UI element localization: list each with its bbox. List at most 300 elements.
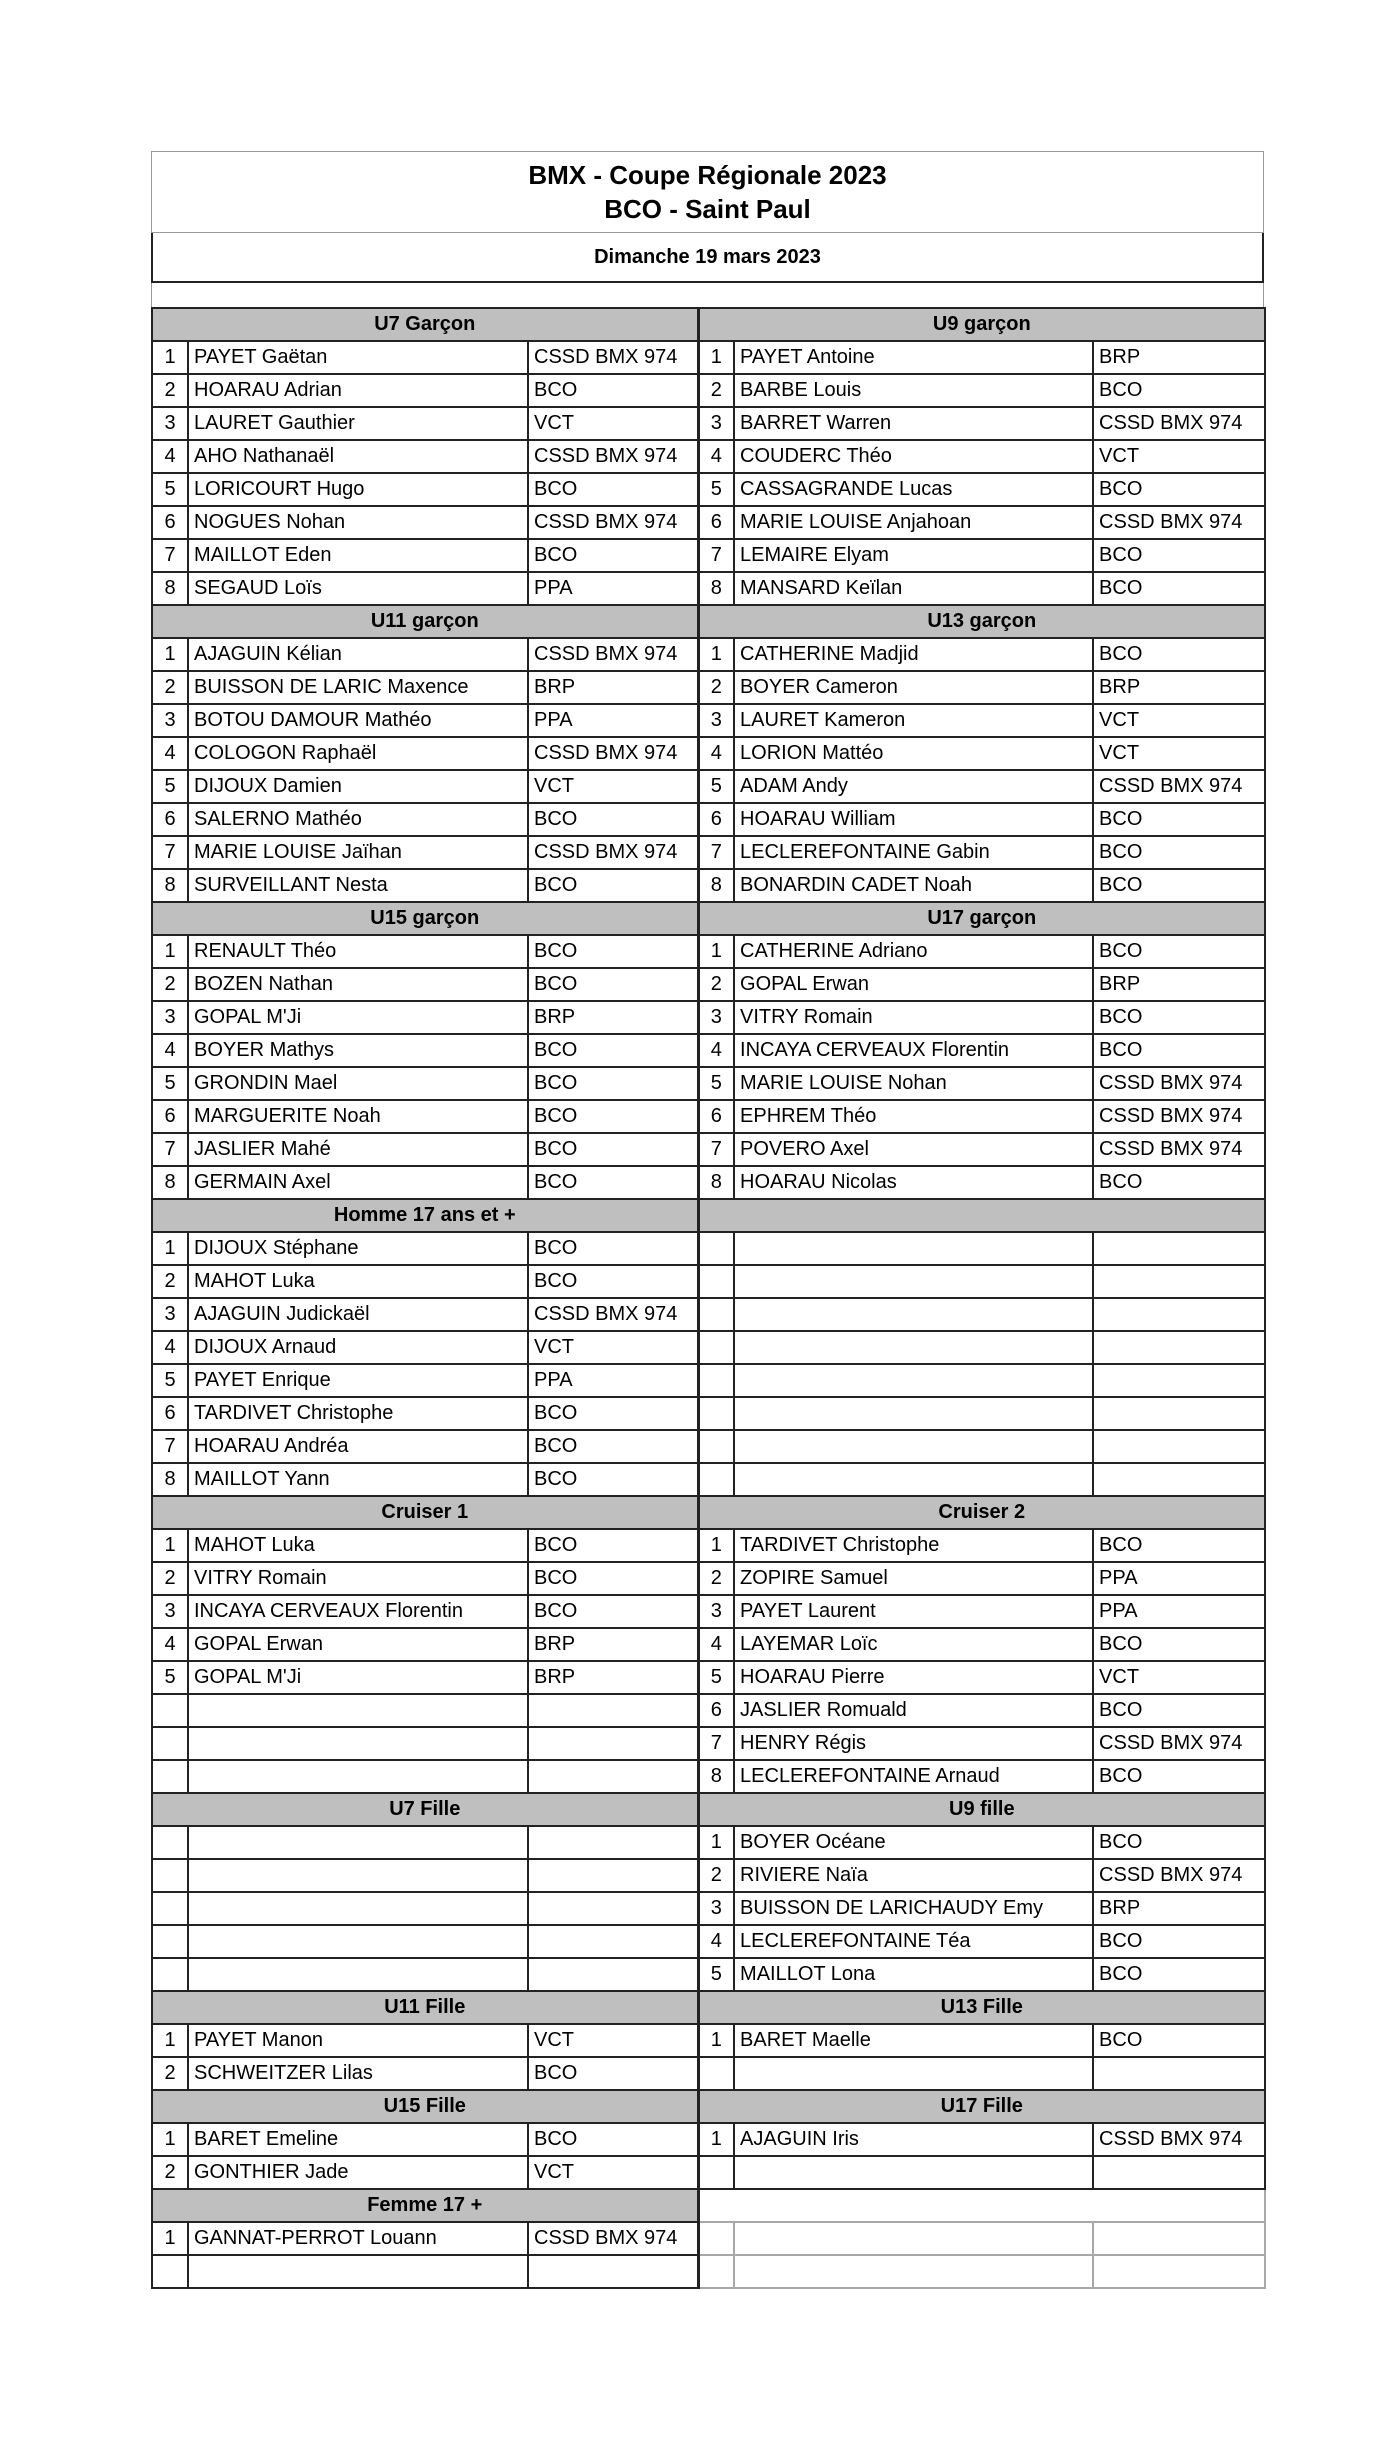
rider-name-left: SCHWEITZER Lilas	[188, 2057, 528, 2090]
rider-rank-right: 5	[698, 1958, 734, 1991]
rider-club-right: BCO	[1093, 869, 1265, 902]
rider-row	[152, 1397, 1265, 1430]
rider-club-left: CSSD BMX 974	[528, 836, 698, 869]
rider-rank-left: 3	[152, 1595, 188, 1628]
rider-club-left: BCO	[528, 869, 698, 902]
rider-club-left: BRP	[528, 1001, 698, 1034]
rider-rank-left: 6	[152, 1397, 188, 1430]
rider-rank-right: 2	[698, 1859, 734, 1892]
rider-club-right: BCO	[1093, 374, 1265, 407]
rider-rank-left	[152, 1694, 188, 1727]
rider-rank-left	[152, 1826, 188, 1859]
category-header-row	[152, 1991, 1265, 2024]
rider-club-left: CSSD BMX 974	[528, 2222, 698, 2255]
rider-club-left: CSSD BMX 974	[528, 440, 698, 473]
rider-rank-left: 8	[152, 1166, 188, 1199]
rider-name-left: BOZEN Nathan	[188, 968, 528, 1001]
category-header-row	[152, 1793, 1265, 1826]
rider-row	[152, 440, 1265, 473]
rider-row	[152, 1694, 1265, 1727]
rider-name-left: RENAULT Théo	[188, 935, 528, 968]
rider-name-right: GOPAL Erwan	[734, 968, 1093, 1001]
category-header-row	[152, 2090, 1265, 2123]
rider-rank-right	[698, 2057, 734, 2090]
rider-club-right: PPA	[1093, 1562, 1265, 1595]
rider-club-left: BRP	[528, 1628, 698, 1661]
rider-club-right: BCO	[1093, 473, 1265, 506]
rider-club-right: BCO	[1093, 1694, 1265, 1727]
rider-name-right	[734, 1463, 1093, 1496]
rider-name-left: DIJOUX Damien	[188, 770, 528, 803]
rider-club-right	[1093, 2255, 1265, 2288]
rider-rank-right: 1	[698, 1826, 734, 1859]
rider-row	[152, 2057, 1265, 2090]
rider-name-right: CASSAGRANDE Lucas	[734, 473, 1093, 506]
rider-name-left: GOPAL Erwan	[188, 1628, 528, 1661]
rider-row	[152, 1364, 1265, 1397]
rider-name-left: SEGAUD Loïs	[188, 572, 528, 605]
rider-club-right: BCO	[1093, 638, 1265, 671]
rider-club-right: VCT	[1093, 1661, 1265, 1694]
rider-row	[152, 1562, 1265, 1595]
rider-name-right: PAYET Antoine	[734, 341, 1093, 374]
rider-row	[152, 1760, 1265, 1793]
rider-row	[152, 1001, 1265, 1034]
rider-club-left: BCO	[528, 1166, 698, 1199]
rider-rank-right: 7	[698, 836, 734, 869]
rider-club-right: BRP	[1093, 341, 1265, 374]
rider-club-left: BCO	[528, 1133, 698, 1166]
rider-club-right: CSSD BMX 974	[1093, 1859, 1265, 1892]
rider-club-right	[1093, 1430, 1265, 1463]
rider-club-right: BCO	[1093, 1034, 1265, 1067]
rider-name-left: GONTHIER Jade	[188, 2156, 528, 2189]
category-title-left: U7 Garçon	[152, 308, 698, 341]
category-title-right-blank	[698, 2189, 1265, 2222]
rider-club-left: BCO	[528, 2057, 698, 2090]
rider-rank-left: 3	[152, 407, 188, 440]
category-title-right: U17 garçon	[698, 902, 1265, 935]
rider-rank-left: 8	[152, 1463, 188, 1496]
rider-row	[152, 968, 1265, 1001]
rider-club-right: BCO	[1093, 1958, 1265, 1991]
rider-club-right: CSSD BMX 974	[1093, 770, 1265, 803]
rider-rank-left: 5	[152, 1661, 188, 1694]
rider-rank-right: 7	[698, 539, 734, 572]
rider-name-left: PAYET Enrique	[188, 1364, 528, 1397]
rider-row	[152, 1958, 1265, 1991]
rider-row	[152, 836, 1265, 869]
spacer	[151, 283, 1264, 307]
rider-club-right: BCO	[1093, 572, 1265, 605]
rider-name-right: INCAYA CERVEAUX Florentin	[734, 1034, 1093, 1067]
category-header-row	[152, 1496, 1265, 1529]
rider-club-right: CSSD BMX 974	[1093, 2123, 1265, 2156]
rider-rank-right: 6	[698, 1100, 734, 1133]
category-title-left: U15 garçon	[152, 902, 698, 935]
rider-name-right: ADAM Andy	[734, 770, 1093, 803]
rider-name-right: VITRY Romain	[734, 1001, 1093, 1034]
rider-club-left: BCO	[528, 539, 698, 572]
category-title-right: U9 fille	[698, 1793, 1265, 1826]
rider-club-left: CSSD BMX 974	[528, 1298, 698, 1331]
rider-row	[152, 1661, 1265, 1694]
rider-row	[152, 1265, 1265, 1298]
rider-rank-right: 6	[698, 803, 734, 836]
rider-name-left: GOPAL M'Ji	[188, 1661, 528, 1694]
rider-rank-left: 4	[152, 737, 188, 770]
rider-name-right: HOARAU William	[734, 803, 1093, 836]
rider-rank-right: 8	[698, 869, 734, 902]
rider-rank-left: 4	[152, 440, 188, 473]
rider-club-right: BCO	[1093, 539, 1265, 572]
rider-rank-left: 5	[152, 473, 188, 506]
rider-name-left: INCAYA CERVEAUX Florentin	[188, 1595, 528, 1628]
rider-club-left: VCT	[528, 2156, 698, 2189]
rider-row	[152, 2255, 1265, 2288]
rider-rank-left: 2	[152, 2057, 188, 2090]
rider-rank-right: 1	[698, 1529, 734, 1562]
category-title-left: Cruiser 1	[152, 1496, 698, 1529]
rider-rank-left: 2	[152, 374, 188, 407]
rider-rank-left	[152, 1958, 188, 1991]
rider-rank-right: 1	[698, 935, 734, 968]
rider-club-left: PPA	[528, 1364, 698, 1397]
rider-row	[152, 1133, 1265, 1166]
rider-rank-right: 4	[698, 1925, 734, 1958]
rider-row	[152, 374, 1265, 407]
rider-rank-left: 1	[152, 935, 188, 968]
rider-name-left: HOARAU Adrian	[188, 374, 528, 407]
rider-club-right	[1093, 1463, 1265, 1496]
category-title-left: Femme 17 +	[152, 2189, 698, 2222]
category-title-right	[698, 1199, 1265, 1232]
rider-rank-left: 7	[152, 1133, 188, 1166]
rider-club-right	[1093, 2057, 1265, 2090]
rider-club-left: BCO	[528, 1034, 698, 1067]
rider-rank-right: 6	[698, 506, 734, 539]
rider-row	[152, 2024, 1265, 2057]
rider-name-left: AJAGUIN Kélian	[188, 638, 528, 671]
rider-row	[152, 704, 1265, 737]
rider-rank-right: 1	[698, 2024, 734, 2057]
category-title-right: U9 garçon	[698, 308, 1265, 341]
category-title-right: U17 Fille	[698, 2090, 1265, 2123]
rider-club-left: VCT	[528, 407, 698, 440]
rider-name-right: BARRET Warren	[734, 407, 1093, 440]
rider-club-right: CSSD BMX 974	[1093, 506, 1265, 539]
rider-name-right	[734, 1331, 1093, 1364]
rider-name-left: HOARAU Andréa	[188, 1430, 528, 1463]
event-date: Dimanche 19 mars 2023	[151, 233, 1264, 283]
rider-name-left: MAILLOT Eden	[188, 539, 528, 572]
rider-club-left: CSSD BMX 974	[528, 737, 698, 770]
rider-rank-right	[698, 2156, 734, 2189]
rider-rank-left: 6	[152, 1100, 188, 1133]
rider-rank-right: 3	[698, 1892, 734, 1925]
rider-club-left	[528, 1958, 698, 1991]
rider-rank-right: 8	[698, 572, 734, 605]
rider-club-right: BCO	[1093, 1628, 1265, 1661]
rider-name-left	[188, 1925, 528, 1958]
rider-name-left: AHO Nathanaël	[188, 440, 528, 473]
rider-name-right: LECLEREFONTAINE Arnaud	[734, 1760, 1093, 1793]
rider-rank-left: 7	[152, 539, 188, 572]
rider-name-left: BARET Emeline	[188, 2123, 528, 2156]
rider-row	[152, 1298, 1265, 1331]
rider-row	[152, 1628, 1265, 1661]
rider-rank-left: 6	[152, 506, 188, 539]
rider-rank-left: 2	[152, 2156, 188, 2189]
rider-name-left	[188, 1892, 528, 1925]
rider-club-right: CSSD BMX 974	[1093, 1727, 1265, 1760]
rider-name-right: JASLIER Romuald	[734, 1694, 1093, 1727]
rider-row	[152, 2222, 1265, 2255]
rider-rank-right	[698, 1397, 734, 1430]
rider-name-left: GOPAL M'Ji	[188, 1001, 528, 1034]
rider-rank-left: 3	[152, 704, 188, 737]
category-title-right: U13 garçon	[698, 605, 1265, 638]
rider-name-right	[734, 1298, 1093, 1331]
rider-rank-left: 7	[152, 1430, 188, 1463]
rider-rank-left: 4	[152, 1331, 188, 1364]
rider-club-right: CSSD BMX 974	[1093, 407, 1265, 440]
rider-name-left: TARDIVET Christophe	[188, 1397, 528, 1430]
rider-rank-left: 1	[152, 341, 188, 374]
rider-row	[152, 506, 1265, 539]
rider-club-left: VCT	[528, 2024, 698, 2057]
rider-name-left: MAHOT Luka	[188, 1265, 528, 1298]
rider-name-left: NOGUES Nohan	[188, 506, 528, 539]
rider-rank-right: 2	[698, 374, 734, 407]
rider-club-right: BCO	[1093, 803, 1265, 836]
rider-row	[152, 1166, 1265, 1199]
rider-rank-left: 1	[152, 638, 188, 671]
category-title-right: U13 Fille	[698, 1991, 1265, 2024]
rider-rank-left: 2	[152, 1265, 188, 1298]
rider-club-right: BCO	[1093, 1001, 1265, 1034]
rider-rank-left: 2	[152, 671, 188, 704]
rider-rank-right: 7	[698, 1133, 734, 1166]
rider-rank-left	[152, 1892, 188, 1925]
rider-club-right: PPA	[1093, 1595, 1265, 1628]
rider-name-left: LORICOURT Hugo	[188, 473, 528, 506]
rider-name-right: POVERO Axel	[734, 1133, 1093, 1166]
rider-club-left: BCO	[528, 1265, 698, 1298]
rider-rank-right: 6	[698, 1694, 734, 1727]
rider-row	[152, 803, 1265, 836]
rider-name-right	[734, 1232, 1093, 1265]
rider-name-left: MARGUERITE Noah	[188, 1100, 528, 1133]
rider-club-left: BCO	[528, 473, 698, 506]
rider-row	[152, 1892, 1265, 1925]
rider-club-left: VCT	[528, 1331, 698, 1364]
category-title-left: U11 garçon	[152, 605, 698, 638]
rider-club-left: PPA	[528, 572, 698, 605]
rider-name-left: BOYER Mathys	[188, 1034, 528, 1067]
category-header-row	[152, 605, 1265, 638]
rider-rank-right: 1	[698, 341, 734, 374]
rider-club-right: CSSD BMX 974	[1093, 1133, 1265, 1166]
rider-row	[152, 1067, 1265, 1100]
rider-row	[152, 1595, 1265, 1628]
rider-rank-left: 1	[152, 1529, 188, 1562]
rider-name-right: BUISSON DE LARICHAUDY Emy	[734, 1892, 1093, 1925]
rider-club-right: BCO	[1093, 1166, 1265, 1199]
rider-club-right: BCO	[1093, 2024, 1265, 2057]
rider-row	[152, 1727, 1265, 1760]
rider-name-left	[188, 2255, 528, 2288]
rider-name-left: JASLIER Mahé	[188, 1133, 528, 1166]
rider-club-right	[1093, 1364, 1265, 1397]
rider-name-right: MARIE LOUISE Anjahoan	[734, 506, 1093, 539]
rider-club-right: BRP	[1093, 671, 1265, 704]
rider-club-left	[528, 1826, 698, 1859]
rider-name-right: LECLEREFONTAINE Gabin	[734, 836, 1093, 869]
rider-name-right: MAILLOT Lona	[734, 1958, 1093, 1991]
rider-row	[152, 1925, 1265, 1958]
rider-name-left: DIJOUX Arnaud	[188, 1331, 528, 1364]
rider-rank-right	[698, 2222, 734, 2255]
rider-club-left: BCO	[528, 1397, 698, 1430]
page-subtitle: BCO - Saint Paul	[604, 194, 811, 224]
rider-rank-left: 7	[152, 836, 188, 869]
rider-name-right: COUDERC Théo	[734, 440, 1093, 473]
rider-club-left	[528, 1859, 698, 1892]
rider-name-right: BOYER Océane	[734, 1826, 1093, 1859]
rider-row	[152, 935, 1265, 968]
rider-rank-left: 5	[152, 1364, 188, 1397]
rider-rank-left	[152, 1760, 188, 1793]
rider-rank-right: 2	[698, 1562, 734, 1595]
rider-name-right: PAYET Laurent	[734, 1595, 1093, 1628]
rider-name-left	[188, 1958, 528, 1991]
rider-rank-left: 3	[152, 1001, 188, 1034]
rider-name-right: HOARAU Pierre	[734, 1661, 1093, 1694]
rider-club-left: BCO	[528, 1067, 698, 1100]
rider-row	[152, 737, 1265, 770]
rider-name-right	[734, 1397, 1093, 1430]
rider-club-left	[528, 1727, 698, 1760]
rider-club-right	[1093, 1331, 1265, 1364]
rider-rank-right	[698, 1232, 734, 1265]
rider-name-left: GRONDIN Mael	[188, 1067, 528, 1100]
rider-club-left	[528, 1694, 698, 1727]
rider-name-left: SURVEILLANT Nesta	[188, 869, 528, 902]
rider-row	[152, 572, 1265, 605]
rider-rank-left	[152, 2255, 188, 2288]
rider-club-right: BCO	[1093, 836, 1265, 869]
rider-club-left	[528, 1925, 698, 1958]
rider-club-left: BRP	[528, 671, 698, 704]
category-header-row	[152, 2189, 1265, 2222]
rider-rank-right: 5	[698, 1661, 734, 1694]
category-header-row	[152, 902, 1265, 935]
category-title-left: U15 Fille	[152, 2090, 698, 2123]
rider-name-right: EPHREM Théo	[734, 1100, 1093, 1133]
rider-club-right: VCT	[1093, 704, 1265, 737]
rider-row	[152, 671, 1265, 704]
rider-name-left	[188, 1727, 528, 1760]
rider-rank-left: 5	[152, 1067, 188, 1100]
rider-rank-left: 2	[152, 1562, 188, 1595]
rider-name-right: LAURET Kameron	[734, 704, 1093, 737]
rider-rank-left: 4	[152, 1628, 188, 1661]
rider-rank-left: 1	[152, 2222, 188, 2255]
rider-name-right	[734, 1364, 1093, 1397]
rider-name-right	[734, 2222, 1093, 2255]
rider-row	[152, 1232, 1265, 1265]
rider-club-left: BCO	[528, 1595, 698, 1628]
rider-name-left: SALERNO Mathéo	[188, 803, 528, 836]
rider-row	[152, 1034, 1265, 1067]
rider-club-left: BCO	[528, 1430, 698, 1463]
rider-row	[152, 1100, 1265, 1133]
rider-row	[152, 1826, 1265, 1859]
rider-name-left: MAHOT Luka	[188, 1529, 528, 1562]
rider-name-right	[734, 1265, 1093, 1298]
rider-rank-right	[698, 1298, 734, 1331]
rider-row	[152, 539, 1265, 572]
rider-club-left: BCO	[528, 1529, 698, 1562]
rider-rank-right: 1	[698, 2123, 734, 2156]
rider-club-left: BCO	[528, 935, 698, 968]
rider-club-left: BCO	[528, 1100, 698, 1133]
rider-club-right: VCT	[1093, 737, 1265, 770]
category-header-row	[152, 1199, 1265, 1232]
rider-rank-right: 3	[698, 1001, 734, 1034]
rider-club-right	[1093, 2222, 1265, 2255]
rider-name-right: MANSARD Keïlan	[734, 572, 1093, 605]
rider-club-left: VCT	[528, 770, 698, 803]
rider-row	[152, 407, 1265, 440]
rider-name-left: VITRY Romain	[188, 1562, 528, 1595]
rider-rank-right: 3	[698, 704, 734, 737]
rider-row	[152, 1529, 1265, 1562]
rider-rank-right: 4	[698, 440, 734, 473]
rider-club-right: BCO	[1093, 1760, 1265, 1793]
rider-club-right: BCO	[1093, 1826, 1265, 1859]
rider-club-left: CSSD BMX 974	[528, 341, 698, 374]
rider-name-right: LORION Mattéo	[734, 737, 1093, 770]
rider-club-right	[1093, 2156, 1265, 2189]
rider-rank-right: 2	[698, 671, 734, 704]
rider-name-left	[188, 1859, 528, 1892]
rider-club-right: BCO	[1093, 1925, 1265, 1958]
rider-name-right	[734, 1430, 1093, 1463]
rider-name-left	[188, 1760, 528, 1793]
rider-name-right: TARDIVET Christophe	[734, 1529, 1093, 1562]
rider-club-right	[1093, 1265, 1265, 1298]
rider-name-left: GERMAIN Axel	[188, 1166, 528, 1199]
rider-row	[152, 341, 1265, 374]
rider-row	[152, 2123, 1265, 2156]
rider-name-left: GANNAT-PERROT Louann	[188, 2222, 528, 2255]
rider-club-right: BCO	[1093, 1529, 1265, 1562]
rider-name-left: AJAGUIN Judickaël	[188, 1298, 528, 1331]
rider-name-left: MAILLOT Yann	[188, 1463, 528, 1496]
rider-club-left: BRP	[528, 1661, 698, 1694]
rider-rank-right	[698, 1430, 734, 1463]
page-title: BMX - Coupe Régionale 2023	[528, 160, 887, 190]
rider-name-right: BARBE Louis	[734, 374, 1093, 407]
rider-rank-left	[152, 1859, 188, 1892]
rider-club-right: CSSD BMX 974	[1093, 1067, 1265, 1100]
rider-name-right: BARET Maelle	[734, 2024, 1093, 2057]
rider-rank-right: 5	[698, 473, 734, 506]
category-title-left: Homme 17 ans et +	[152, 1199, 698, 1232]
rider-rank-right: 4	[698, 1628, 734, 1661]
